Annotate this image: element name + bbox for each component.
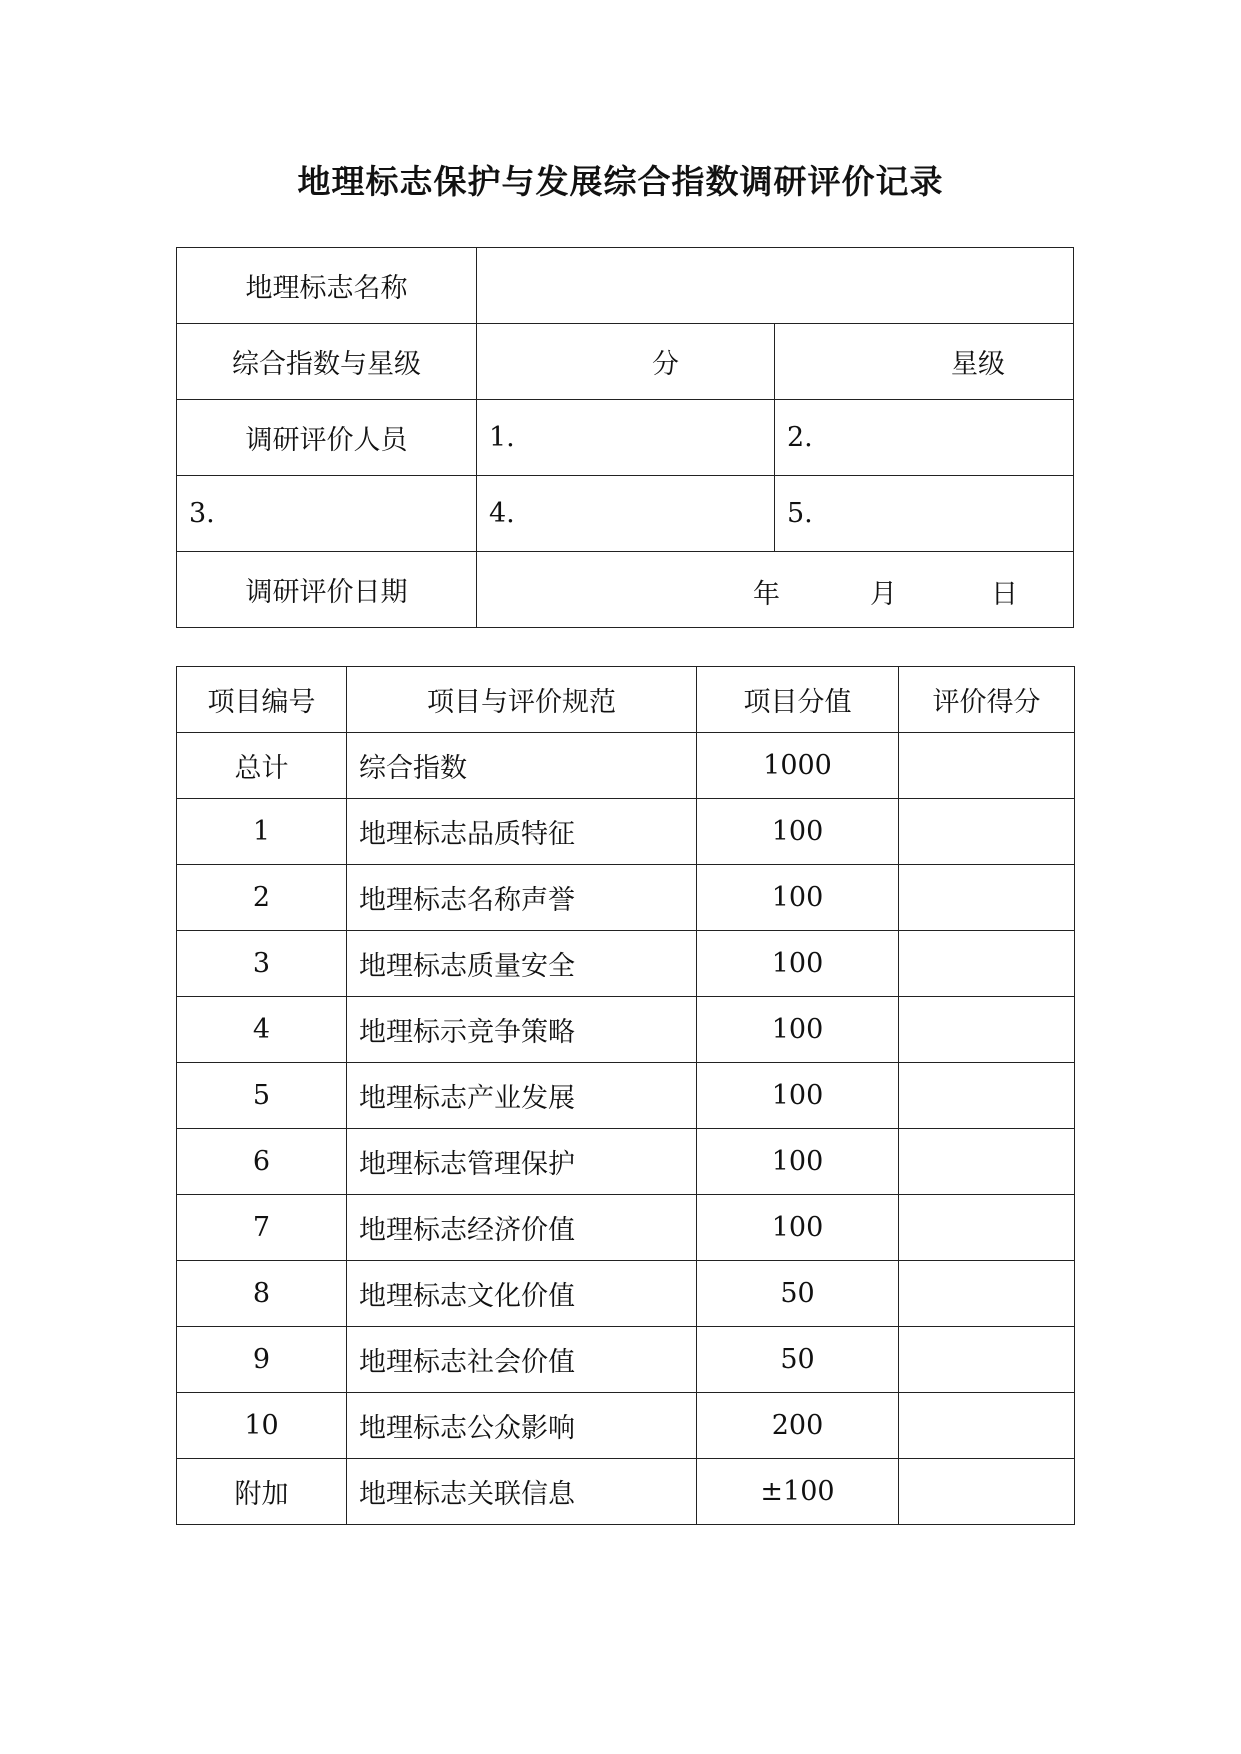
- eval-score-input[interactable]: [899, 1327, 1075, 1393]
- eval-score-input[interactable]: [899, 1459, 1075, 1525]
- table-row: [177, 799, 1075, 865]
- score-unit: 分: [652, 349, 679, 380]
- item-spec: 地理标志公众影响: [347, 1393, 697, 1459]
- header-eval-score: 评价得分: [899, 667, 1075, 733]
- page-title: 地理标志保护与发展综合指数调研评价记录: [297, 162, 944, 201]
- item-number: 10: [177, 1393, 347, 1459]
- item-points: 100: [697, 1195, 899, 1261]
- item-spec: 地理标志经济价值: [347, 1195, 697, 1261]
- table-row: [177, 733, 1075, 799]
- item-spec: 地理标志名称声誉: [347, 865, 697, 931]
- table-row: [177, 1459, 1075, 1525]
- item-spec: 地理标志品质特征: [347, 799, 697, 865]
- item-number: 2: [177, 865, 347, 931]
- date-cell[interactable]: [477, 552, 1074, 628]
- info-table: [176, 247, 1074, 628]
- name-value[interactable]: [477, 248, 1074, 324]
- table-row: [177, 865, 1075, 931]
- item-points: 200: [697, 1393, 899, 1459]
- header-item-spec: 项目与评价规范: [347, 667, 697, 733]
- item-points: 100: [697, 1063, 899, 1129]
- score-cell[interactable]: [477, 324, 775, 400]
- name-label: 地理标志名称: [177, 248, 477, 324]
- eval-score-input[interactable]: [899, 1261, 1075, 1327]
- table-row: [177, 1393, 1075, 1459]
- item-number: 8: [177, 1261, 347, 1327]
- item-points: 100: [697, 799, 899, 865]
- item-number: 1: [177, 799, 347, 865]
- item-points: 100: [697, 865, 899, 931]
- item-points: 100: [697, 1129, 899, 1195]
- evaluator-slot-3[interactable]: 3.: [177, 476, 477, 552]
- item-points: 100: [697, 997, 899, 1063]
- item-number: 3: [177, 931, 347, 997]
- evaluator-slot-2[interactable]: 2.: [775, 400, 1074, 476]
- evaluator-slot-5[interactable]: 5.: [775, 476, 1074, 552]
- index-label: 综合指数与星级: [177, 324, 477, 400]
- eval-score-input[interactable]: [899, 799, 1075, 865]
- evaluators-row-2: [177, 476, 1074, 552]
- name-row: [177, 248, 1074, 324]
- table-row: [177, 1063, 1075, 1129]
- eval-score-input[interactable]: [899, 1063, 1075, 1129]
- item-spec: 综合指数: [347, 733, 697, 799]
- item-number: 9: [177, 1327, 347, 1393]
- evaluator-slot-1[interactable]: 1.: [477, 400, 775, 476]
- table-row: [177, 1327, 1075, 1393]
- item-spec: 地理标志管理保护: [347, 1129, 697, 1195]
- eval-score-input[interactable]: [899, 1393, 1075, 1459]
- table-row: [177, 1195, 1075, 1261]
- table-row: [177, 931, 1075, 997]
- item-number: 附加: [177, 1459, 347, 1525]
- score-table: [176, 666, 1075, 1525]
- eval-score-input[interactable]: [899, 733, 1075, 799]
- date-day: 日: [991, 579, 1018, 610]
- item-points: 50: [697, 1327, 899, 1393]
- item-spec: 地理标志文化价值: [347, 1261, 697, 1327]
- item-spec: 地理标示竞争策略: [347, 997, 697, 1063]
- item-spec: 地理标志质量安全: [347, 931, 697, 997]
- date-label: 调研评价日期: [177, 552, 477, 628]
- eval-score-input[interactable]: [899, 931, 1075, 997]
- item-number: 7: [177, 1195, 347, 1261]
- item-points: ±100: [697, 1459, 899, 1525]
- item-points: 100: [697, 931, 899, 997]
- item-number: 6: [177, 1129, 347, 1195]
- item-number: 总计: [177, 733, 347, 799]
- item-points: 50: [697, 1261, 899, 1327]
- table-row: [177, 1261, 1075, 1327]
- index-row: [177, 324, 1074, 400]
- item-number: 4: [177, 997, 347, 1063]
- date-month: 月: [870, 579, 897, 610]
- evaluators-label: 调研评价人员: [177, 400, 477, 476]
- evaluator-slot-4[interactable]: 4.: [477, 476, 775, 552]
- eval-score-input[interactable]: [899, 865, 1075, 931]
- star-cell[interactable]: [775, 324, 1074, 400]
- eval-score-input[interactable]: [899, 1195, 1075, 1261]
- eval-score-input[interactable]: [899, 1129, 1075, 1195]
- date-year: 年: [753, 579, 780, 610]
- table-row: [177, 997, 1075, 1063]
- score-table-header: [177, 667, 1075, 733]
- item-number: 5: [177, 1063, 347, 1129]
- item-spec: 地理标志关联信息: [347, 1459, 697, 1525]
- item-spec: 地理标志社会价值: [347, 1327, 697, 1393]
- header-item-points: 项目分值: [697, 667, 899, 733]
- header-item-number: 项目编号: [177, 667, 347, 733]
- evaluators-row-1: [177, 400, 1074, 476]
- table-row: [177, 1129, 1075, 1195]
- star-unit: 星级: [951, 349, 1005, 380]
- item-points: 1000: [697, 733, 899, 799]
- date-row: [177, 552, 1074, 628]
- item-spec: 地理标志产业发展: [347, 1063, 697, 1129]
- eval-score-input[interactable]: [899, 997, 1075, 1063]
